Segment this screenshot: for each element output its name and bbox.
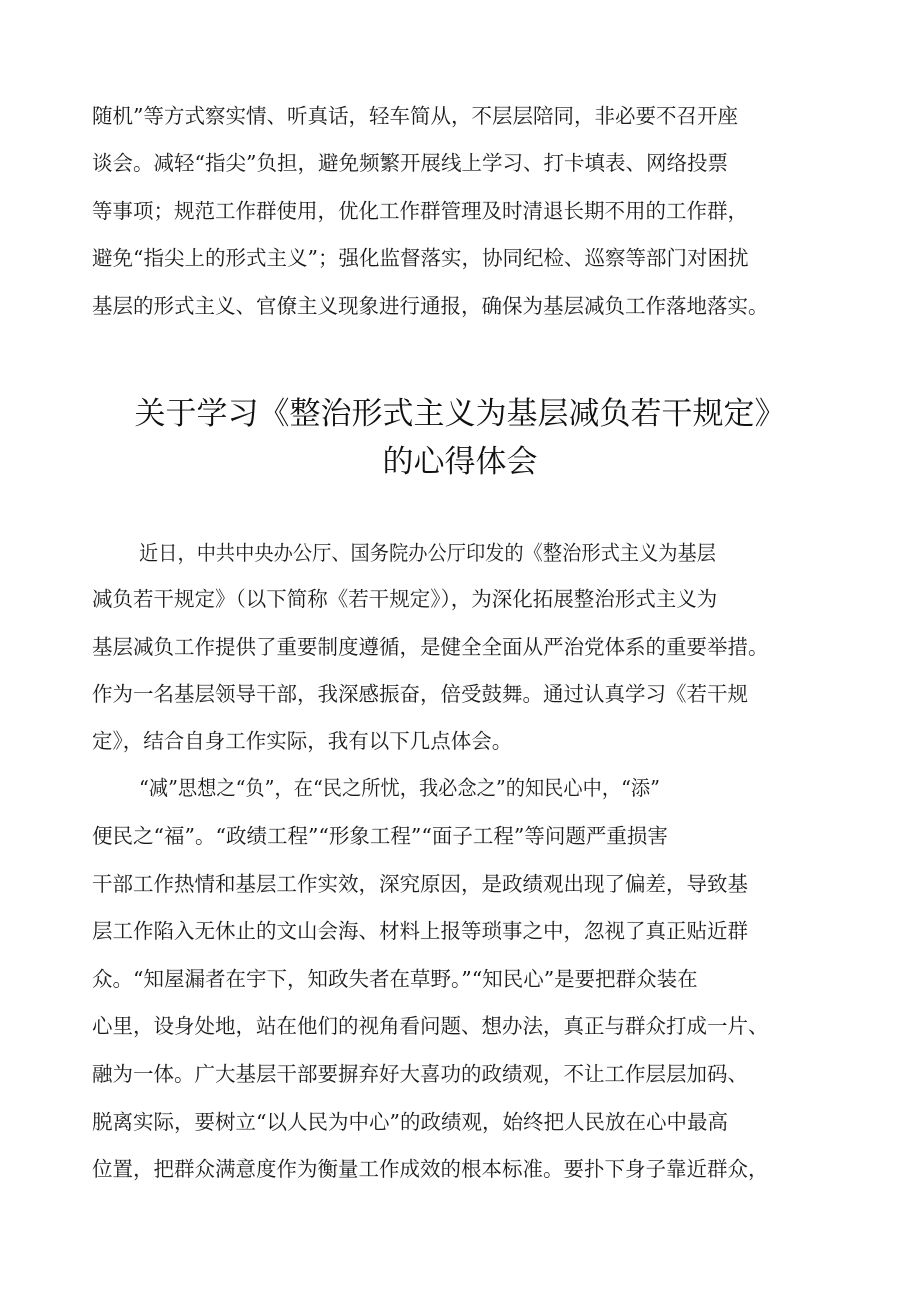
text-line: 众。“知屋漏者在宇下，知政失者在草野。”“知民心”是要把群众装在 [92,967,698,991]
text-line: 基层减负工作提供了重要制度遵循，是健全全面从严治党体系的重要举措。 [92,635,769,659]
text-line: 等事项；规范工作群使用，优化工作群管理及时清退长期不用的工作群， [92,199,748,223]
title-line-1: 关于学习《整治形式主义为基层减负若干规定》 [134,396,786,432]
text-line: 融为一体。广大基层干部要摒弃好大喜功的政绩观，不让工作层层加码、 [92,1062,748,1086]
text-line: 干部工作热情和基层工作实效，深究原因，是政绩观出现了偏差，导致基 [92,872,748,896]
text-line: 脱离实际，要树立“以人民为中心”的政绩观，始终把人民放在心中最高 [92,1110,728,1134]
text-line: 减负若干规定》（以下简称《若干规定》），为深化拓展整治形式主义为 [92,587,718,611]
text-line: 位置，把群众满意度作为衡量工作成效的根本标准。要扑下身子靠近群众， [92,1157,769,1181]
text-line: 近日，中共中央办公厅、国务院办公厅印发的《整治形式主义为基层 [139,541,716,565]
text-line: 定》，结合自身工作实际，我有以下几点体会。 [92,729,513,753]
text-line: 层工作陷入无休止的文山会海、材料上报等琐事之中，忽视了真正贴近群 [92,919,748,943]
text-line: 避免“指尖上的形式主义”；强化监督落实，协同纪检、巡察等部门对困扰 [92,246,749,270]
text-line: 心里，设身处地，站在他们的视角看问题、想办法，真正与群众打成一片、 [92,1014,769,1038]
text-line: 基层的形式主义、官僚主义现象进行通报，确保为基层减负工作落地落实。 [92,294,769,318]
text-line: 谈会。减轻“指尖”负担，避免频繁开展线上学习、打卡填表、网络投票 [92,151,728,175]
text-line: 便民之“福”。“政绩工程”“形象工程”“面子工程”等问题严重损害 [92,824,668,848]
text-line: 随机”等方式察实情、听真话，轻车简从，不层层陪同，非必要不召开座 [92,104,738,128]
title-line-2: 的心得体会 [382,444,538,480]
text-line: “减”思想之“负”，在“民之所忧，我必念之”的知民心中，“添” [139,776,661,800]
text-line: 作为一名基层领导干部，我深感振奋，倍受鼓舞。通过认真学习《若干规 [92,682,748,706]
